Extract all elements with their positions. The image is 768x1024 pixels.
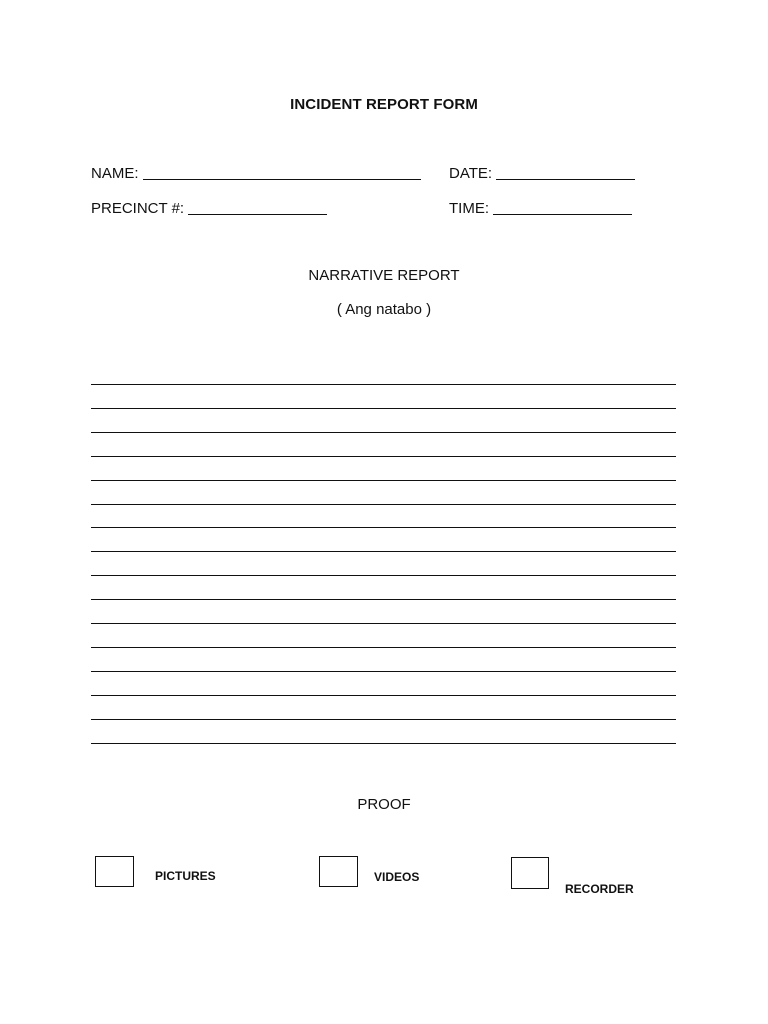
narrative-line[interactable]: [91, 384, 676, 385]
narrative-line[interactable]: [91, 671, 676, 672]
date-field: [449, 164, 635, 182]
pictures-label: PICTURES: [155, 869, 216, 883]
videos-checkbox[interactable]: [319, 856, 358, 887]
precinct-field: [91, 199, 327, 217]
time-field: [449, 199, 632, 217]
time-label: TIME:: [449, 200, 489, 217]
narrative-line[interactable]: [91, 551, 676, 552]
narrative-subheading: ( Ang natabo ): [336, 301, 432, 318]
pictures-checkbox[interactable]: [95, 856, 134, 887]
narrative-heading: NARRATIVE REPORT: [308, 267, 460, 284]
narrative-line[interactable]: [91, 575, 676, 576]
precinct-blank-line[interactable]: [188, 199, 327, 215]
narrative-line[interactable]: [91, 408, 676, 409]
form-title: INCIDENT REPORT FORM: [290, 96, 478, 113]
narrative-line[interactable]: [91, 599, 676, 600]
narrative-line[interactable]: [91, 695, 676, 696]
time-blank-line[interactable]: [493, 199, 632, 215]
recorder-label: RECORDER: [565, 882, 634, 896]
proof-heading: PROOF: [357, 796, 411, 813]
narrative-line[interactable]: [91, 647, 676, 648]
date-blank-line[interactable]: [496, 164, 635, 180]
precinct-label: PRECINCT #:: [91, 200, 185, 217]
narrative-line[interactable]: [91, 480, 676, 481]
narrative-line[interactable]: [91, 719, 676, 720]
narrative-line[interactable]: [91, 743, 676, 744]
name-field: [91, 164, 421, 182]
name-label: NAME:: [91, 165, 139, 182]
date-label: DATE:: [449, 165, 493, 182]
videos-label: VIDEOS: [374, 870, 420, 884]
name-blank-line[interactable]: [143, 164, 421, 180]
narrative-line[interactable]: [91, 432, 676, 433]
narrative-line[interactable]: [91, 527, 676, 528]
narrative-line[interactable]: [91, 623, 676, 624]
narrative-line[interactable]: [91, 456, 676, 457]
recorder-checkbox[interactable]: [511, 857, 549, 889]
narrative-line[interactable]: [91, 504, 676, 505]
